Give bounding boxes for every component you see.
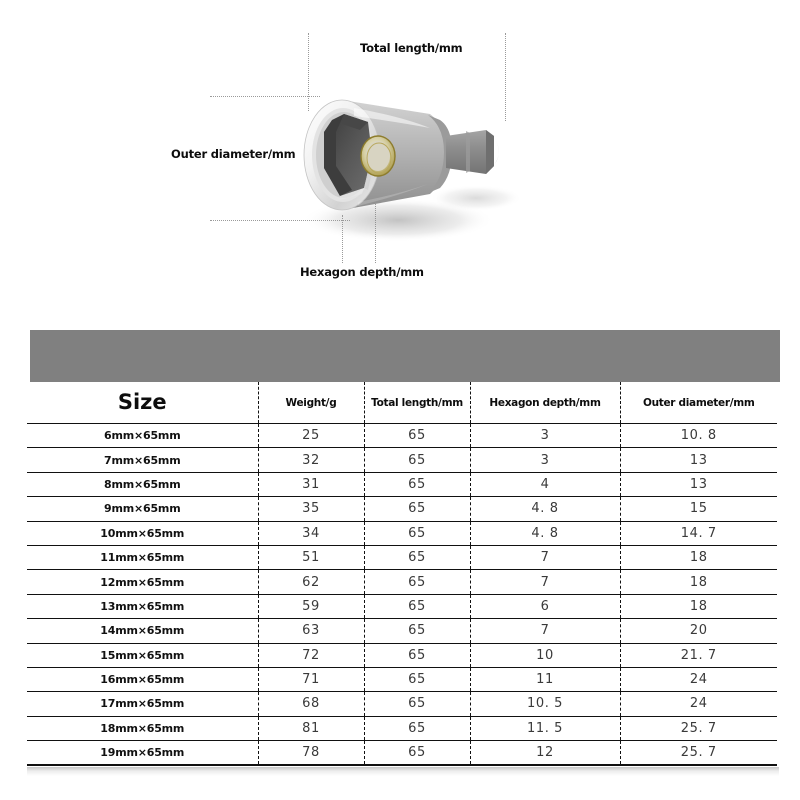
cell-size: 18mm×65mm: [27, 716, 258, 740]
cell-total-length: 65: [364, 448, 470, 472]
cell-weight: 32: [258, 448, 364, 472]
table-row: [27, 472, 777, 496]
cell-hexagon-depth: 10. 5: [470, 692, 620, 716]
cell-outer-diameter: 13: [620, 448, 777, 472]
table-row: [27, 545, 777, 569]
cell-weight: 59: [258, 594, 364, 618]
cell-outer-diameter: 25. 7: [620, 716, 777, 740]
cell-weight: 35: [258, 497, 364, 521]
specification-table-body: [27, 382, 777, 764]
cell-size: 9mm×65mm: [27, 497, 258, 521]
cell-size: 15mm×65mm: [27, 643, 258, 667]
table-rows-container: [27, 424, 777, 765]
cell-size: 14mm×65mm: [27, 619, 258, 643]
cell-total-length: 65: [364, 472, 470, 496]
cell-hexagon-depth: 7: [470, 619, 620, 643]
cell-size: 17mm×65mm: [27, 692, 258, 716]
table-row: [27, 667, 777, 691]
cell-weight: 62: [258, 570, 364, 594]
column-header-weight: Weight/g: [258, 382, 364, 424]
cell-hexagon-depth: 4: [470, 472, 620, 496]
table-row: [27, 594, 777, 618]
cell-hexagon-depth: 3: [470, 424, 620, 448]
cell-total-length: 65: [364, 741, 470, 765]
table-drop-shadow: [27, 767, 779, 776]
cell-total-length: 65: [364, 667, 470, 691]
cell-total-length: 65: [364, 643, 470, 667]
cell-weight: 72: [258, 643, 364, 667]
cell-outer-diameter: 18: [620, 594, 777, 618]
cell-outer-diameter: 14. 7: [620, 521, 777, 545]
cell-weight: 25: [258, 424, 364, 448]
cell-outer-diameter: 20: [620, 619, 777, 643]
cell-total-length: 65: [364, 594, 470, 618]
cell-weight: 63: [258, 619, 364, 643]
cell-size: 6mm×65mm: [27, 424, 258, 448]
specification-table: [27, 382, 777, 764]
column-header-outer-diameter: Outer diameter/mm: [620, 382, 777, 424]
cell-size: 8mm×65mm: [27, 472, 258, 496]
table-row: [27, 716, 777, 740]
cell-hexagon-depth: 6: [470, 594, 620, 618]
cell-hexagon-depth: 4. 8: [470, 497, 620, 521]
cell-hexagon-depth: 3: [470, 448, 620, 472]
cell-total-length: 65: [364, 619, 470, 643]
cell-outer-diameter: 13: [620, 472, 777, 496]
cell-size: 11mm×65mm: [27, 545, 258, 569]
cell-total-length: 65: [364, 716, 470, 740]
cell-size: 12mm×65mm: [27, 570, 258, 594]
callout-label-total-length: Total length/mm: [360, 41, 463, 55]
cell-total-length: 65: [364, 497, 470, 521]
hex-socket-adapter-image: [280, 70, 530, 250]
cell-hexagon-depth: 11. 5: [470, 716, 620, 740]
cell-hexagon-depth: 10: [470, 643, 620, 667]
table-header-row: [27, 382, 777, 424]
cell-total-length: 65: [364, 521, 470, 545]
cell-size: 10mm×65mm: [27, 521, 258, 545]
column-header-total-length: Total length/mm: [364, 382, 470, 424]
table-row: [27, 521, 777, 545]
table-header-band: [30, 330, 780, 382]
cell-size: 19mm×65mm: [100, 746, 185, 760]
cell-weight: 78: [258, 741, 364, 765]
cell-outer-diameter: 24: [620, 692, 777, 716]
cell-total-length: 65: [364, 545, 470, 569]
table-row: [27, 448, 777, 472]
cell-hexagon-depth: 7: [470, 570, 620, 594]
cell-outer-diameter: 24: [620, 667, 777, 691]
table-row: [27, 692, 777, 716]
table-row: [27, 424, 777, 448]
table-row: [27, 741, 777, 765]
product-diagram: [0, 0, 800, 320]
cell-outer-diameter: 10. 8: [620, 424, 777, 448]
cell-weight: 81: [258, 716, 364, 740]
cell-outer-diameter: 18: [620, 545, 777, 569]
cell-hexagon-depth: 11: [470, 667, 620, 691]
cell-weight: 31: [258, 472, 364, 496]
cell-weight: 51: [258, 545, 364, 569]
cell-outer-diameter: 15: [620, 497, 777, 521]
cell-weight: 71: [258, 667, 364, 691]
cell-total-length: 65: [364, 692, 470, 716]
cell-outer-diameter: 21. 7: [620, 643, 777, 667]
cell-outer-diameter: 18: [620, 570, 777, 594]
cell-size: 7mm×65mm: [27, 448, 258, 472]
cell-size: 13mm×65mm: [27, 594, 258, 618]
cell-hexagon-depth: 12: [470, 741, 620, 765]
cell-total-length: 65: [364, 570, 470, 594]
cell-hexagon-depth: 4. 8: [470, 521, 620, 545]
cell-weight: 34: [258, 521, 364, 545]
table-row: [27, 570, 777, 594]
table-row: [27, 497, 777, 521]
cell-hexagon-depth: 7: [470, 545, 620, 569]
cell-weight: 68: [258, 692, 364, 716]
cell-size: 16mm×65mm: [27, 667, 258, 691]
cell-total-length: 65: [364, 424, 470, 448]
table-row: [27, 643, 777, 667]
callout-label-outer-diameter: Outer diameter/mm: [171, 147, 296, 161]
column-header-hexagon-depth: Hexagon depth/mm: [470, 382, 620, 424]
table-row: [27, 619, 777, 643]
column-header-size: Size: [27, 382, 258, 424]
cell-outer-diameter: 25. 7: [620, 741, 777, 765]
callout-label-hexagon-depth: Hexagon depth/mm: [300, 265, 424, 279]
